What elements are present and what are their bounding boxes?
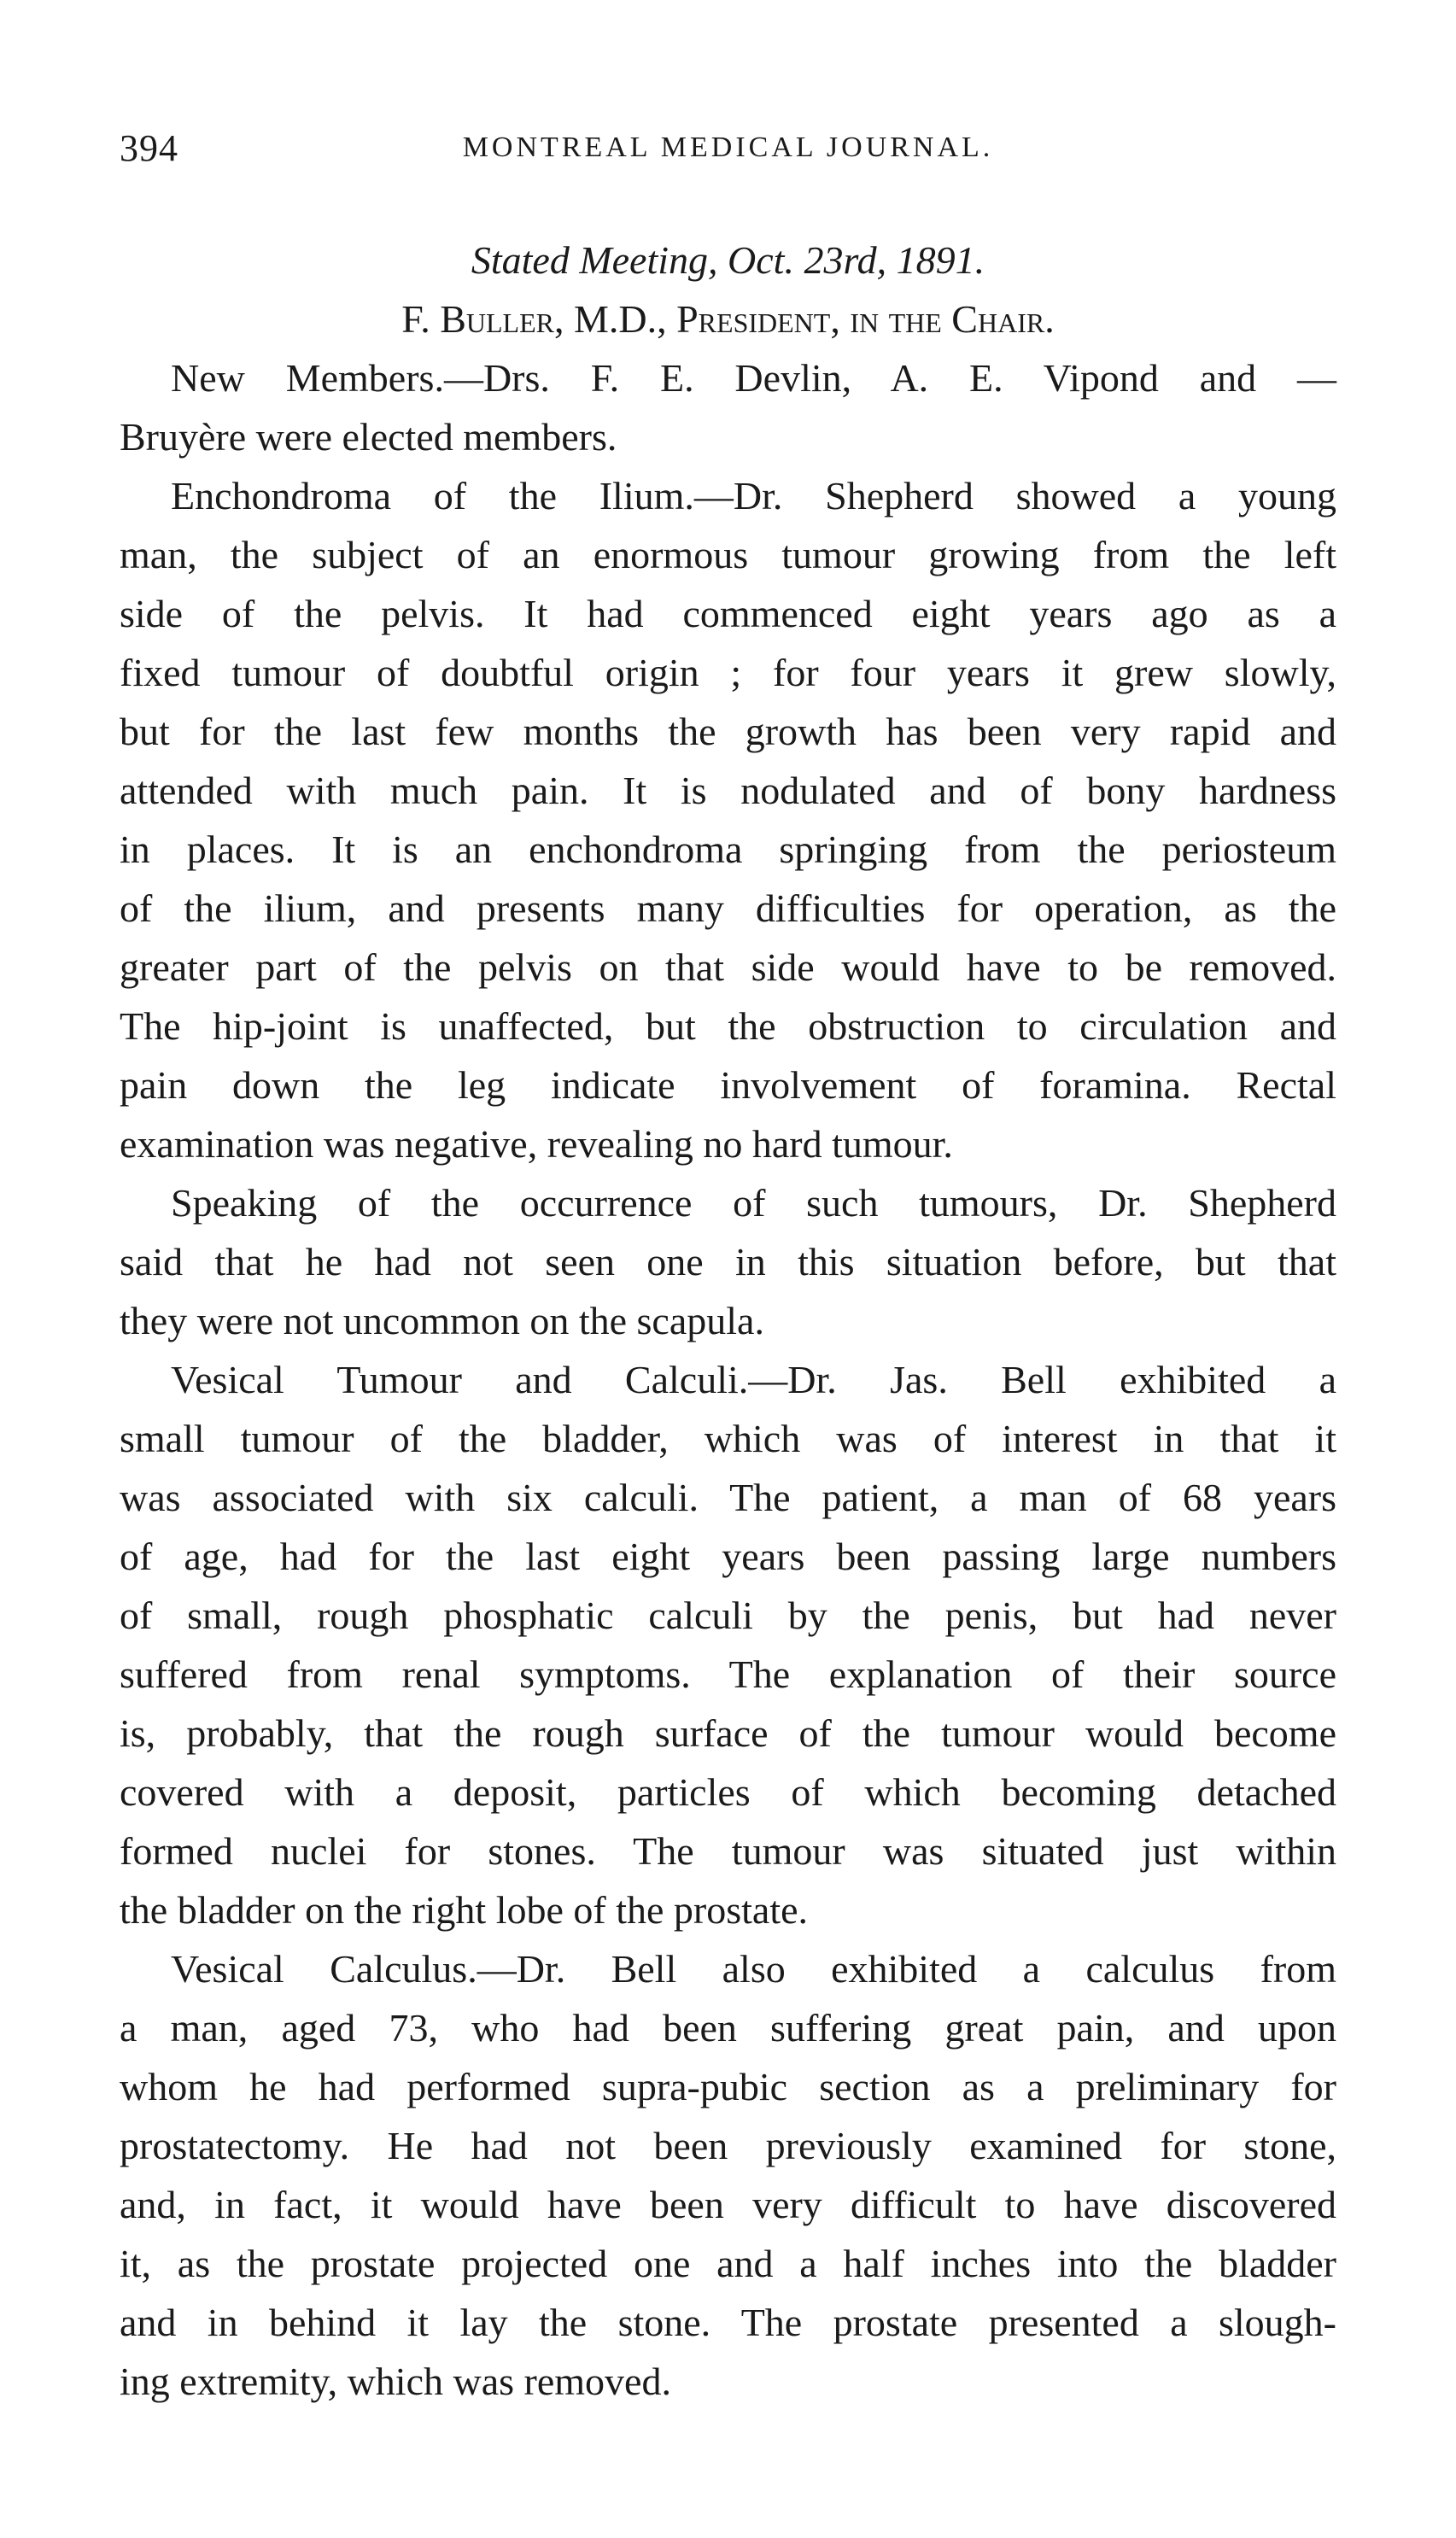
text-line: is, probably, that the rough surface of the tumour would become: [120, 1711, 1336, 1755]
text-line: greater part of the pelvis on that side would have to be removed.: [120, 945, 1336, 989]
text-line: a man, aged 73, who had been suffering great pain, and upon: [120, 2006, 1336, 2050]
text-line: and, in fact, it would have been very difficult to have discovered: [120, 2183, 1336, 2226]
body-text: [120, 348, 1336, 2411]
page-header: [0, 126, 1456, 178]
text-line: of age, had for the last eight years been passing large numbers: [120, 1535, 1336, 1578]
running-title: MONTREAL MEDICAL JOURNAL.: [462, 132, 994, 163]
text-line: but for the last few months the growth has been very rapid and: [120, 710, 1336, 753]
text-line: prostatectomy. He had not been previously examined for stone,: [120, 2124, 1336, 2167]
text-line: was associated with six calculi. The patient, a man of 68 years: [120, 1476, 1336, 1519]
text-line: attended with much pain. It is nodulated and of bony hardness: [120, 769, 1336, 812]
text-line: they were not uncommon on the scapula.: [120, 1299, 764, 1342]
meeting-title: Stated Meeting, Oct. 23rd, 1891.: [471, 238, 985, 282]
text-line: side of the pelvis. It had commenced eight years ago as a: [120, 592, 1336, 635]
text-line: New Members.—Drs. F. E. Devlin, A. E. Vipond and —: [171, 356, 1336, 400]
text-line: pain down the leg indicate involvement of foramina. Rectal: [120, 1063, 1336, 1107]
text-line: it, as the prostate projected one and a half inches into the bladder: [120, 2242, 1336, 2285]
text-line: covered with a deposit, particles of which becoming detached: [120, 1770, 1336, 1814]
page-number: 394: [120, 127, 178, 169]
text-line: Enchondroma of the Ilium.—Dr. Shepherd showed a young: [171, 474, 1336, 518]
page-body: [120, 231, 1336, 2411]
text-line: formed nuclei for stones. The tumour was situated just within: [120, 1829, 1336, 1873]
text-line: in places. It is an enchondroma springing from the periosteum: [120, 827, 1336, 871]
text-line: Vesical Calculus.—Dr. Bell also exhibited a calculus from: [171, 1947, 1336, 1991]
text-line: examination was negative, revealing no hard tumour.: [120, 1122, 953, 1166]
text-line: of the ilium, and presents many difficulties for operation, as the: [120, 886, 1336, 930]
chair-line: F. Buller, M.D., President, in the Chair.: [401, 297, 1055, 341]
text-line: the bladder on the right lobe of the prostate.: [120, 1888, 809, 1932]
text-line: The hip-joint is unaffected, but the obstruction to circulation and: [120, 1004, 1336, 1048]
text-line: of small, rough phosphatic calculi by the penis, but had never: [120, 1594, 1336, 1637]
text-line: small tumour of the bladder, which was of interest in that it: [120, 1417, 1336, 1460]
text-line: Bruyère were elected members.: [120, 415, 617, 459]
text-line: whom he had performed supra-pubic section as a preliminary for: [120, 2065, 1336, 2108]
text-line: said that he had not seen one in this situation before, but that: [120, 1240, 1336, 1284]
text-line: Speaking of the occurrence of such tumours, Dr. Shepherd: [171, 1181, 1336, 1225]
text-line: fixed tumour of doubtful origin ; for four years it grew slowly,: [120, 651, 1336, 694]
text-line: Vesical Tumour and Calculi.—Dr. Jas. Bell exhibited a: [171, 1358, 1336, 1401]
text-line: ing extremity, which was removed.: [120, 2360, 671, 2403]
text-line: man, the subject of an enormous tumour growing from the left: [120, 533, 1336, 576]
text-line: and in behind it lay the stone. The prostate presented a slough-: [120, 2301, 1336, 2344]
text-line: suffered from renal symptoms. The explanation of their source: [120, 1652, 1336, 1696]
